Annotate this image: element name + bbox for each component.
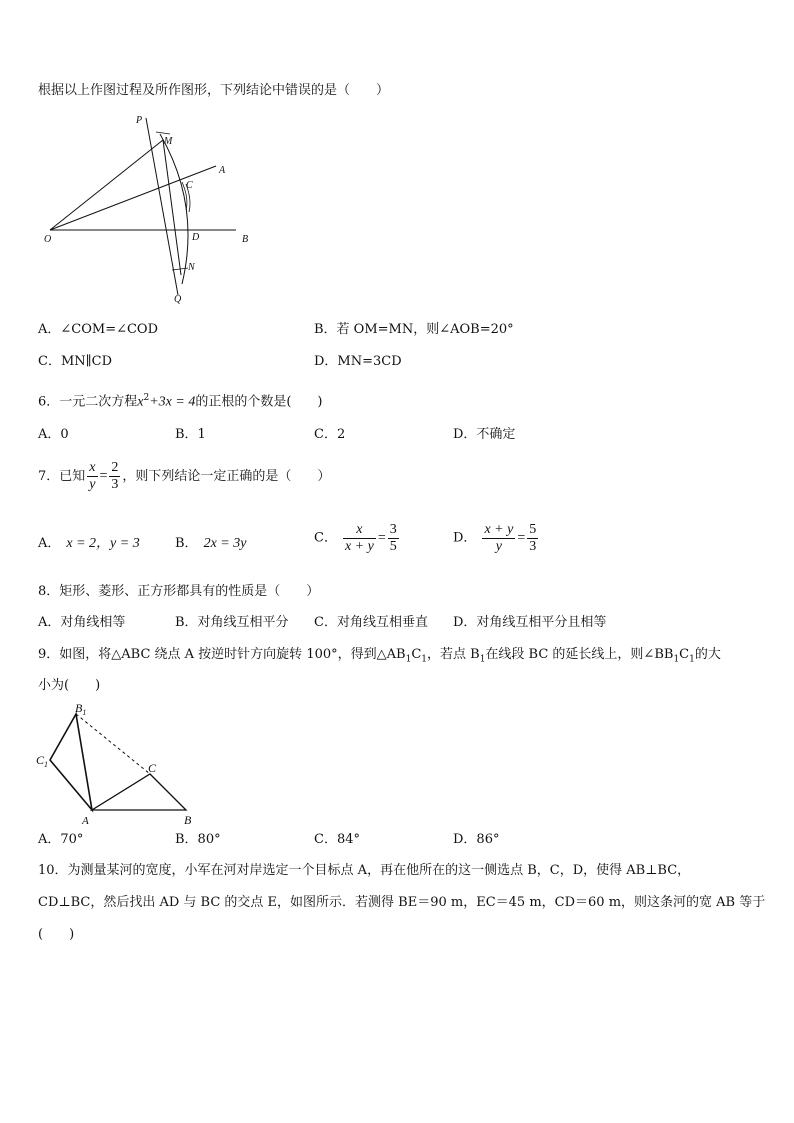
label-B1: $B_1$ bbox=[75, 702, 87, 717]
q6-stem-post: 的正根的个数是( ) bbox=[195, 394, 323, 410]
label-B: B bbox=[184, 813, 192, 827]
label-O: O bbox=[44, 234, 52, 245]
q7-stem: 7．已知 $\frac{x}{y}$ = $\frac{2}{3}$ ，则下列结论一定正确的是（ ） bbox=[38, 460, 331, 492]
label-N: N bbox=[188, 262, 195, 273]
q6-eq-sup: 2 bbox=[143, 393, 150, 403]
q6-eq-x: x bbox=[137, 394, 144, 410]
q6-option-a: A．0 bbox=[38, 427, 69, 442]
q6-option-d: D．不确定 bbox=[453, 427, 516, 442]
q7-option-b: B． 2x = 3y bbox=[175, 536, 247, 551]
label-P: P bbox=[136, 115, 143, 126]
q5-option-c: C．MN∥CD bbox=[38, 354, 113, 369]
label-D: D bbox=[192, 232, 200, 243]
q7-option-c: C． $\frac{x}{x + y}$ = $\frac{3}{5}$ bbox=[314, 522, 397, 554]
label-C1: $C_1$ bbox=[36, 753, 49, 769]
q7-stem-post: ，则下列结论一定正确的是（ ） bbox=[122, 469, 331, 484]
q8-option-b: B．对角线互相平分 bbox=[175, 615, 289, 630]
q9-stem-line1: 9．如图，将△ABC 绕点 A 按逆时针方向旋转 100°，得到$\triangle AB_1C_1$，若点 $B_1$在线段 BC 的延长线上，则$\angle BB_1C_1$的大 bbox=[38, 647, 721, 665]
q8-stem: 8．矩形、菱形、正方形都具有的性质是（ ） bbox=[38, 584, 320, 599]
q9-option-a: A．70° bbox=[38, 832, 84, 847]
label-M: M bbox=[164, 136, 173, 147]
q7-stem-pre: 7．已知 bbox=[38, 469, 86, 484]
q8-option-a: A．对角线相等 bbox=[38, 615, 126, 630]
q6-eq-rest: +3x = 4 bbox=[149, 394, 196, 410]
q5-option-a: A．∠COM=∠COD bbox=[38, 322, 159, 337]
q9-option-b: B．80° bbox=[175, 832, 221, 847]
q9-stem-line2: 小为( ) bbox=[38, 678, 101, 693]
q7-option-a: A． x = 2，y = 3 bbox=[38, 536, 140, 551]
label-C: C bbox=[186, 180, 193, 191]
q9-option-c: C．84° bbox=[314, 832, 360, 847]
label-B: B bbox=[242, 234, 249, 245]
q5-stem: 根据以上作图过程及所作图形，下列结论中错误的是（ ） bbox=[38, 83, 390, 98]
q6-stem bbox=[38, 389, 323, 411]
label-Q: Q bbox=[174, 294, 182, 305]
q6-option-c: C．2 bbox=[314, 427, 346, 442]
q6-stem-pre: 6．一元二次方程 bbox=[38, 394, 138, 410]
q5-option-b: B．若 OM=MN，则∠AOB=20° bbox=[314, 322, 514, 337]
label-A: A bbox=[82, 815, 89, 827]
q10-line2: CD⊥BC，然后找出 AD 与 BC 的交点 E，如图所示．若测得 BE＝90 m，EC＝45 m，CD＝60 m，则这条河的宽 AB 等于 bbox=[38, 895, 766, 910]
label-C: C bbox=[148, 761, 157, 775]
q7-option-d: D． $\frac{x + y}{y}$ = $\frac{5}{3}$ bbox=[453, 522, 537, 554]
q6-option-b: B．1 bbox=[175, 427, 206, 442]
q5-option-d: D．MN=3CD bbox=[314, 354, 402, 369]
q5-figure bbox=[36, 110, 276, 310]
q9-figure bbox=[34, 702, 214, 827]
q8-option-d: D．对角线互相平分且相等 bbox=[453, 615, 607, 630]
q7-fraction-xy: $\frac{x}{y}$ bbox=[89, 460, 96, 492]
q10-line3: ( ) bbox=[38, 927, 75, 942]
q7-fraction-23: $\frac{2}{3}$ bbox=[111, 460, 119, 492]
q9-option-d: D．86° bbox=[453, 832, 500, 847]
q10-line1: 10．为测量某河的宽度，小军在河对岸选定一个目标点 A，再在他所在的这一侧选点 B，C，D，使得 AB⊥BC， bbox=[38, 863, 691, 878]
q8-option-c: C．对角线互相垂直 bbox=[314, 615, 428, 630]
label-A: A bbox=[219, 165, 226, 176]
